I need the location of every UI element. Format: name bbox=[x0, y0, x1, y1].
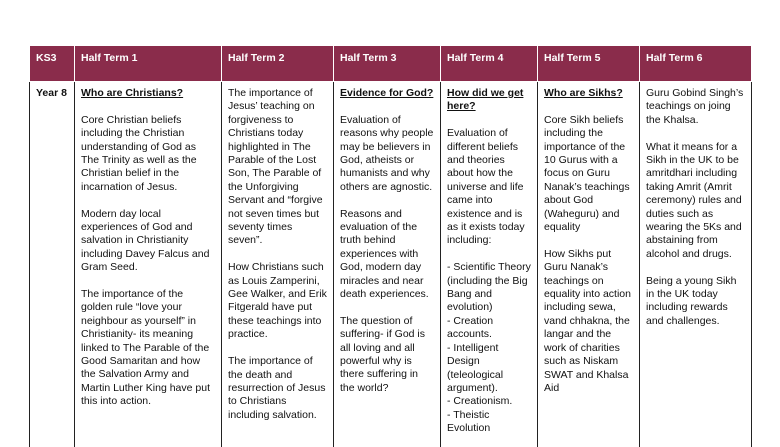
header-row bbox=[30, 46, 752, 82]
cell-paragraph: Being a young Sikh in the UK today including rewards and challenges. bbox=[646, 275, 745, 329]
cell-heading: Evidence for God? bbox=[340, 87, 434, 100]
cell-half-term-1 bbox=[75, 82, 222, 447]
cell-paragraph: The question of suffering- if God is all loving and all powerful why is there suffering in the world? bbox=[340, 315, 434, 395]
cell-paragraph: Guru Gobind Singh’s teachings on joing the Khalsa. bbox=[646, 87, 745, 127]
cell-paragraph: The importance of the golden rule “love your neighbour as yourself” in Christianity- its meaning linked to The Parable of the Good Samaritan and how the Salvation Army and Martin Luther King have put this into action. bbox=[81, 288, 215, 409]
cell-paragraph: The importance of Jesus’ teaching on forgiveness to Christians today highlighted in The Parable of the Lost Son, The Parable of the Unforgiving Servant and “forgive not seven times but seventy times seven”. bbox=[228, 87, 327, 248]
header-half-term-4: Half Term 4 bbox=[441, 46, 538, 82]
cell-heading: How did we get here? bbox=[447, 87, 531, 114]
cell-half-term-4 bbox=[441, 82, 538, 447]
cell-half-term-3 bbox=[334, 82, 441, 447]
cell-paragraph: Evaluation of different beliefs and theories about how the universe and life came into existence and is as it exists today including: bbox=[447, 127, 531, 248]
header-ks3: KS3 bbox=[30, 46, 75, 82]
cell-paragraph: The importance of the death and resurrection of Jesus to Christians including salvation. bbox=[228, 355, 327, 422]
row-label: Year 8 bbox=[30, 82, 75, 447]
curriculum-table bbox=[29, 45, 752, 447]
cell-paragraph: What it means for a Sikh in the UK to be amritdhari including taking Amrit (Amrit ceremony) rules and duties such as wearing the 5Ks and abstaining from alcohol and drugs. bbox=[646, 141, 745, 262]
header-half-term-2: Half Term 2 bbox=[222, 46, 334, 82]
cell-paragraph: Modern day local experiences of God and salvation in Christianity including Davey Falcus and Gram Seed. bbox=[81, 208, 215, 275]
header-half-term-1: Half Term 1 bbox=[75, 46, 222, 82]
cell-heading: Who are Sikhs? bbox=[544, 87, 633, 100]
cell-paragraph: Core Sikh beliefs including the importance of the 10 Gurus with a focus on Guru Nanak’s teachings about God (Waheguru) and equality bbox=[544, 114, 633, 235]
cell-paragraph: How Christians such as Louis Zamperini, Gee Walker, and Erik Fitgerald have put these teachings into practice. bbox=[228, 261, 327, 341]
cell-half-term-5 bbox=[538, 82, 640, 447]
cell-heading: Who are Christians? bbox=[81, 87, 215, 100]
cell-paragraph: Evaluation of reasons why people may be believers in God, atheists or humanists and why others are agnostic. bbox=[340, 114, 434, 194]
header-half-term-3: Half Term 3 bbox=[334, 46, 441, 82]
table-row bbox=[30, 82, 752, 447]
cell-paragraph: - Scientific Theory (including the Big Bang and evolution) - Creation accounts. - Intelligent Design (teleological argument). - Creationism. - Theistic Evolution bbox=[447, 261, 531, 435]
cell-paragraph: How Sikhs put Guru Nanak’s teachings on equality into action including sewa, vand chhakna, the langar and the work of charities such as Niskam SWAT and Khalsa Aid bbox=[544, 248, 633, 395]
cell-paragraph: Reasons and evaluation of the truth behind experiences with God, modern day miracles and near death experiences. bbox=[340, 208, 434, 302]
header-half-term-6: Half Term 6 bbox=[640, 46, 752, 82]
cell-half-term-6 bbox=[640, 82, 752, 447]
cell-paragraph: Core Christian beliefs including the Christian understanding of God as The Trinity as well as the Christian belief in the incarnation of Jesus. bbox=[81, 114, 215, 194]
cell-half-term-2 bbox=[222, 82, 334, 447]
header-half-term-5: Half Term 5 bbox=[538, 46, 640, 82]
